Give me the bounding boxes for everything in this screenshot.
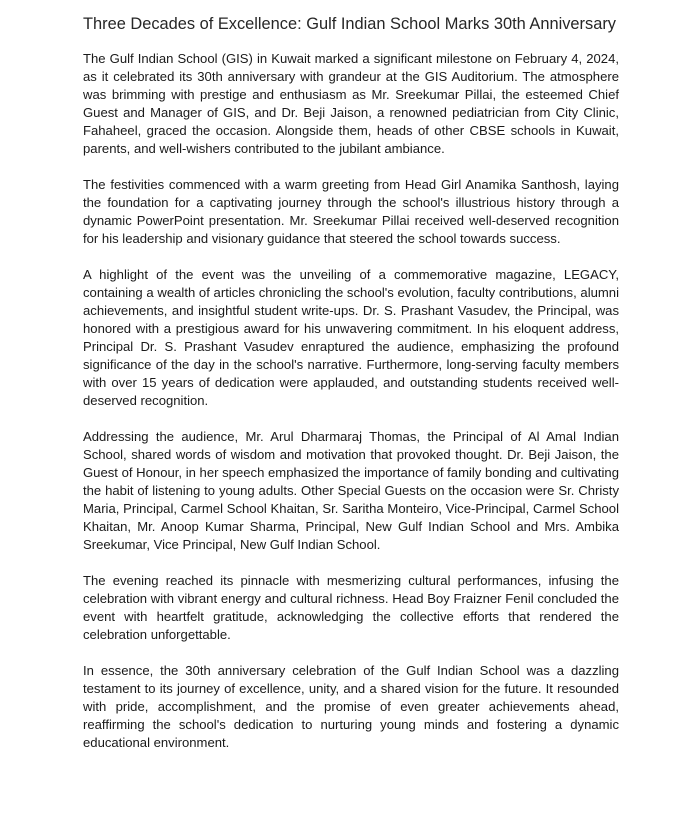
paragraph-6: In essence, the 30th anniversary celebration of the Gulf Indian School was a dazzling testament to its journey of excellence, unity, and a shared vision for the future. It resounded with pride, accomplishment, and the promise of even greater achievements ahead, reaffirming the school's dedication to nurturing young minds and fostering a dynamic educational environment.: [83, 663, 619, 750]
paragraph-5: The evening reached its pinnacle with mesmerizing cultural performances, infusing the celebration with vibrant energy and cultural richness. Head Boy Fraizner Fenil concluded the event with heartfelt gratitude, acknowledging the collective efforts that rendered the celebration unforgettable.: [83, 573, 619, 642]
document-page: [83, 14, 619, 770]
paragraph-3: A highlight of the event was the unveiling of a commemorative magazine, LEGACY, containing a wealth of articles chronicling the school's evolution, faculty contributions, alumni achievements, and insightful student write-ups. Dr. S. Prashant Vasudev, the Principal, was honored with a prestigious award for his unwavering commitment. In his eloquent address, Principal Dr. S. Prashant Vasudev enraptured the audience, emphasizing the profound significance of the day in the school's narrative. Furthermore, long-serving faculty members with over 15 years of dedication were applauded, and outstanding students received well-deserved recognition.: [83, 267, 619, 408]
paragraph-1: The Gulf Indian School (GIS) in Kuwait marked a significant milestone on February 4, 2024, as it celebrated its 30th anniversary with grandeur at the GIS Auditorium. The atmosphere was brimming with prestige and enthusiasm as Mr. Sreekumar Pillai, the esteemed Chief Guest and Manager of GIS, and Dr. Beji Jaison, a renowned pediatrician from City Clinic, Fahaheel, graced the occasion. Alongside them, heads of other CBSE schools in Kuwait, parents, and well-wishers contributed to the jubilant ambiance.: [83, 51, 619, 156]
document-title: Three Decades of Excellence: Gulf Indian School Marks 30th Anniversary: [83, 15, 616, 33]
paragraph-4: Addressing the audience, Mr. Arul Dharmaraj Thomas, the Principal of Al Amal Indian School, shared words of wisdom and motivation that provoked thought. Dr. Beji Jaison, the Guest of Honour, in her speech emphasized the importance of family bonding and cultivating the habit of listening to young adults. Other Special Guests on the occasion were Sr. Christy Maria, Principal, Carmel School Khaitan, Sr. Saritha Monteiro, Vice-Principal, Carmel School Khaitan, Mr. Anoop Kumar Sharma, Principal, New Gulf Indian School and Mrs. Ambika Sreekumar, Vice Principal, New Gulf Indian School.: [83, 429, 619, 552]
paragraph-2: The festivities commenced with a warm greeting from Head Girl Anamika Santhosh, laying the foundation for a captivating journey through the school's illustrious history through a dynamic PowerPoint presentation. Mr. Sreekumar Pillai received well-deserved recognition for his leadership and visionary guidance that steered the school towards success.: [83, 177, 619, 246]
